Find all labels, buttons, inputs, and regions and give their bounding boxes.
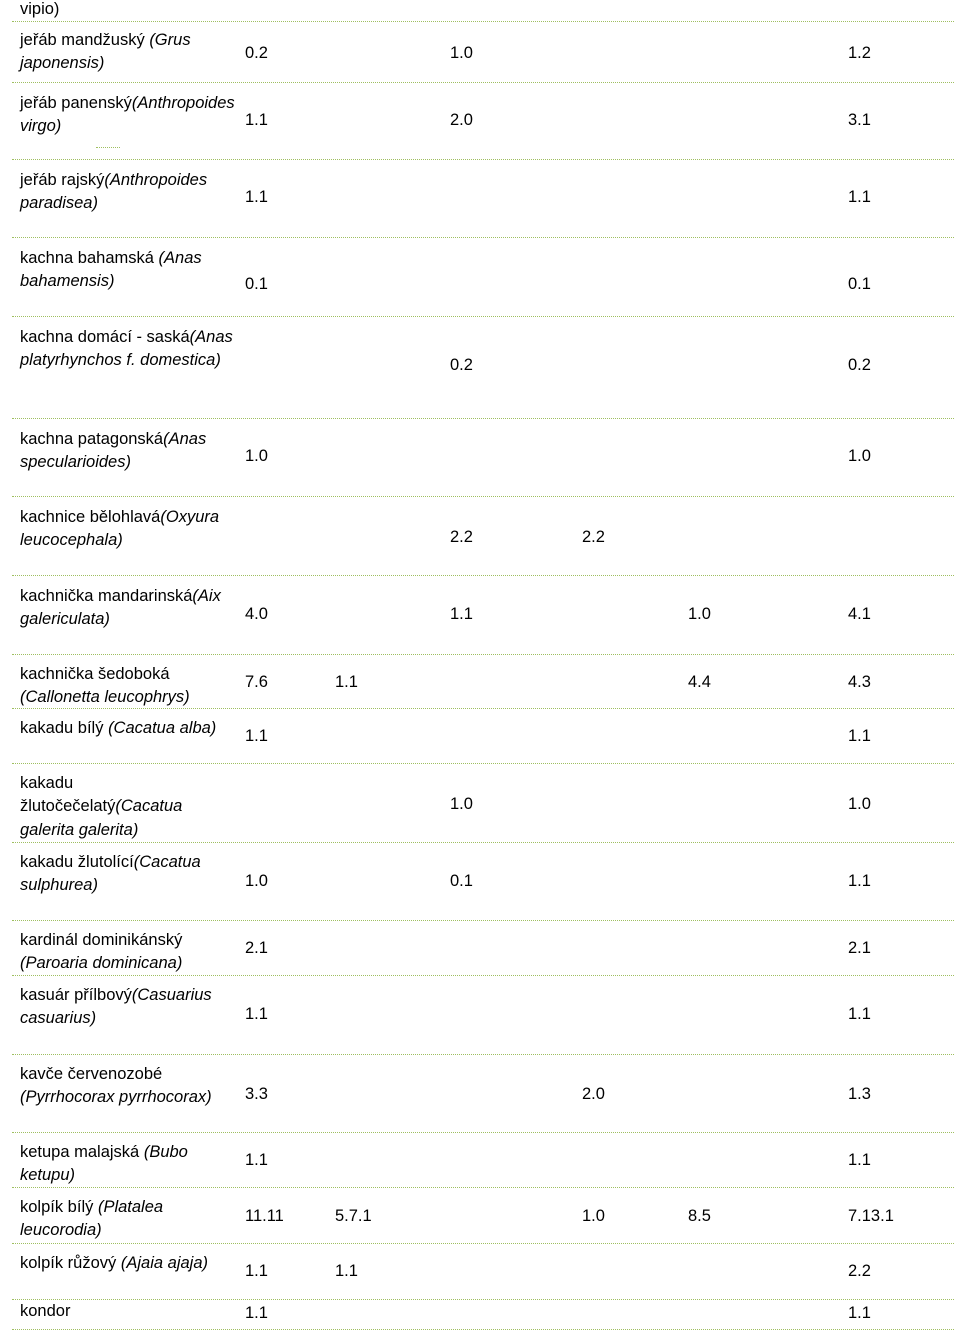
species-name [20, 1063, 235, 1110]
species-common-name: kakadu bílý [20, 719, 109, 737]
table-row [12, 1188, 954, 1244]
table-row [12, 843, 954, 921]
table-row [12, 317, 954, 419]
table-row [12, 576, 954, 655]
cell-value-c2: 5.7.1 [335, 1207, 372, 1225]
cell-value-c1: 1.1 [245, 727, 268, 745]
cell-value-c1: 4.0 [245, 605, 268, 623]
cell-value-c3: 1.1 [450, 605, 473, 623]
species-common-name: kavče červenozobé [20, 1065, 163, 1083]
species-latin-name: (Casuarius casuarius) [20, 986, 212, 1028]
cell-value-c2: 1.1 [335, 673, 358, 691]
cell-value-c1: 1.0 [245, 447, 268, 465]
cell-value-c4: 2.2 [582, 528, 605, 546]
species-latin-name: (Oxyura leucocephala) [20, 508, 220, 550]
table-row [12, 764, 954, 843]
species-name [20, 663, 235, 710]
table-row [12, 497, 954, 576]
cell-value-c6: 1.1 [848, 188, 871, 206]
cell-value-c1: 11.11 [245, 1207, 284, 1225]
species-latin-name: (Callonetta leucophrys) [20, 688, 190, 707]
species-latin-name: (Cacatua sulphurea) [20, 853, 201, 895]
cell-value-c1: 0.2 [245, 44, 268, 62]
species-name-fragment: vipio) [20, 0, 60, 18]
cell-value-c6: 1.1 [848, 1304, 871, 1322]
species-name [20, 984, 235, 1031]
species-name [20, 169, 235, 216]
species-latin-name: (Bubo ketupu) [20, 1143, 188, 1185]
table-row [12, 238, 954, 317]
cell-value-c6: 3.1 [848, 111, 871, 129]
cell-value-c2: 1.1 [335, 1262, 358, 1280]
cell-value-c4: 1.0 [582, 1207, 605, 1225]
table-row [12, 655, 954, 709]
species-latin-name: (Ajaia ajaja) [120, 1254, 208, 1272]
species-name [20, 585, 235, 632]
cell-value-c1: 1.0 [245, 872, 268, 890]
table-row [12, 921, 954, 976]
cell-value-c6: 1.1 [848, 727, 871, 745]
species-common-name: kakadu žlutolící [20, 853, 134, 871]
cell-value-c1: 1.1 [245, 1005, 268, 1023]
species-latin-name: (Platalea leucorodia) [20, 1198, 164, 1240]
species-common-name: kolpík růžový [20, 1254, 121, 1272]
species-latin-name: (Pyrrhocorax pyrrhocorax) [20, 1088, 212, 1107]
species-name [20, 1196, 235, 1243]
table-row [12, 22, 954, 83]
species-common-name: kasuár přílbový [20, 986, 132, 1004]
cell-value-c6: 4.1 [848, 605, 871, 623]
cell-value-c1: 1.1 [245, 111, 268, 129]
species-name [20, 326, 235, 373]
cell-value-c5: 8.5 [688, 1207, 711, 1225]
species-common-name: kachnička šedoboká [20, 665, 170, 683]
table-row [12, 419, 954, 497]
species-latin-name: (Grus japonensis) [20, 31, 191, 73]
species-name [20, 1300, 235, 1323]
cell-value-c1: 1.1 [245, 1151, 268, 1169]
species-common-name: jeřáb panenský [20, 94, 132, 112]
cell-value-c1: 1.1 [245, 1262, 268, 1280]
species-common-name: kondor [20, 1302, 71, 1320]
species-latin-name: (Anas specularioides) [20, 430, 207, 472]
cell-value-c6: 0.1 [848, 275, 871, 293]
table-row [12, 1300, 954, 1330]
species-name [20, 772, 235, 842]
species-common-name: jeřáb mandžuský [20, 31, 150, 49]
cell-value-c6: 1.1 [848, 1005, 871, 1023]
cell-value-c6: 7.13.1 [848, 1207, 894, 1225]
cell-value-c5: 1.0 [688, 605, 711, 623]
cell-value-c1: 3.3 [245, 1085, 268, 1103]
cell-value-c6: 1.0 [848, 795, 871, 813]
cell-value-c3: 2.0 [450, 111, 473, 129]
species-common-name: kachna patagonská [20, 430, 164, 448]
cell-value-c5: 4.4 [688, 673, 711, 691]
cell-value-c3: 2.2 [450, 528, 473, 546]
cell-value-c6: 1.1 [848, 872, 871, 890]
cell-value-c3: 1.0 [450, 795, 473, 813]
cell-value-c1: 2.1 [245, 939, 268, 957]
cell-value-c3: 0.2 [450, 356, 473, 374]
species-common-name: jeřáb rajský [20, 171, 105, 189]
cell-value-c3: 1.0 [450, 44, 473, 62]
cell-value-c6: 1.3 [848, 1085, 871, 1103]
cell-value-c1: 7.6 [245, 673, 268, 691]
cell-value-c6: 2.2 [848, 1262, 871, 1280]
species-name [20, 428, 235, 475]
species-name [20, 92, 235, 139]
species-latin-name: (Anthropoides paradisea) [20, 171, 208, 213]
species-name [20, 1252, 235, 1275]
table-row [12, 709, 954, 764]
cell-value-c6: 2.1 [848, 939, 871, 957]
table-row [12, 976, 954, 1055]
cell-value-c6: 0.2 [848, 356, 871, 374]
species-latin-name: (Cacatua galerita galerita) [20, 797, 183, 839]
table-row [12, 1133, 954, 1188]
species-common-name: kolpík bílý [20, 1198, 98, 1216]
species-common-name: kachna domácí - saská [20, 328, 190, 346]
species-name [20, 1141, 235, 1188]
species-name [20, 929, 235, 976]
species-common-name: kachnička mandarinská [20, 587, 193, 605]
cell-value-c3: 0.1 [450, 872, 473, 890]
species-name [20, 717, 235, 740]
cell-value-c6: 1.1 [848, 1151, 871, 1169]
species-name [20, 247, 235, 294]
cell-value-c6: 4.3 [848, 673, 871, 691]
cell-value-c4: 2.0 [582, 1085, 605, 1103]
species-common-name: kachnice bělohlavá [20, 508, 161, 526]
species-name [20, 851, 235, 898]
species-latin-name: (Anthropoides virgo) [20, 94, 235, 136]
cell-value-c6: 1.2 [848, 44, 871, 62]
species-common-name: ketupa malajská [20, 1143, 144, 1161]
table-row [12, 1244, 954, 1300]
species-latin-name: (Aix galericulata) [20, 587, 221, 629]
table-row [12, 83, 954, 160]
species-name [20, 29, 235, 76]
species-latin-name: (Paroaria dominicana) [20, 954, 183, 973]
cell-value-c1: 1.1 [245, 188, 268, 206]
species-latin-name: (Anas bahamensis) [20, 249, 202, 291]
table-row [12, 1055, 954, 1133]
cell-value-c1: 1.1 [245, 1304, 268, 1322]
species-latin-name: (Cacatua alba) [108, 719, 217, 737]
species-name [20, 506, 235, 553]
species-common-name: kardinál dominikánský [20, 931, 183, 949]
table-row [12, 160, 954, 238]
table-row-fragment [12, 0, 954, 22]
species-latin-name: (Anas platyrhynchos f. domestica) [20, 328, 233, 370]
species-common-name: kachna bahamská [20, 249, 159, 267]
cell-value-c1: 0.1 [245, 275, 268, 293]
species-common-name: kakadu žlutočečelatý [20, 774, 116, 816]
cell-value-c6: 1.0 [848, 447, 871, 465]
